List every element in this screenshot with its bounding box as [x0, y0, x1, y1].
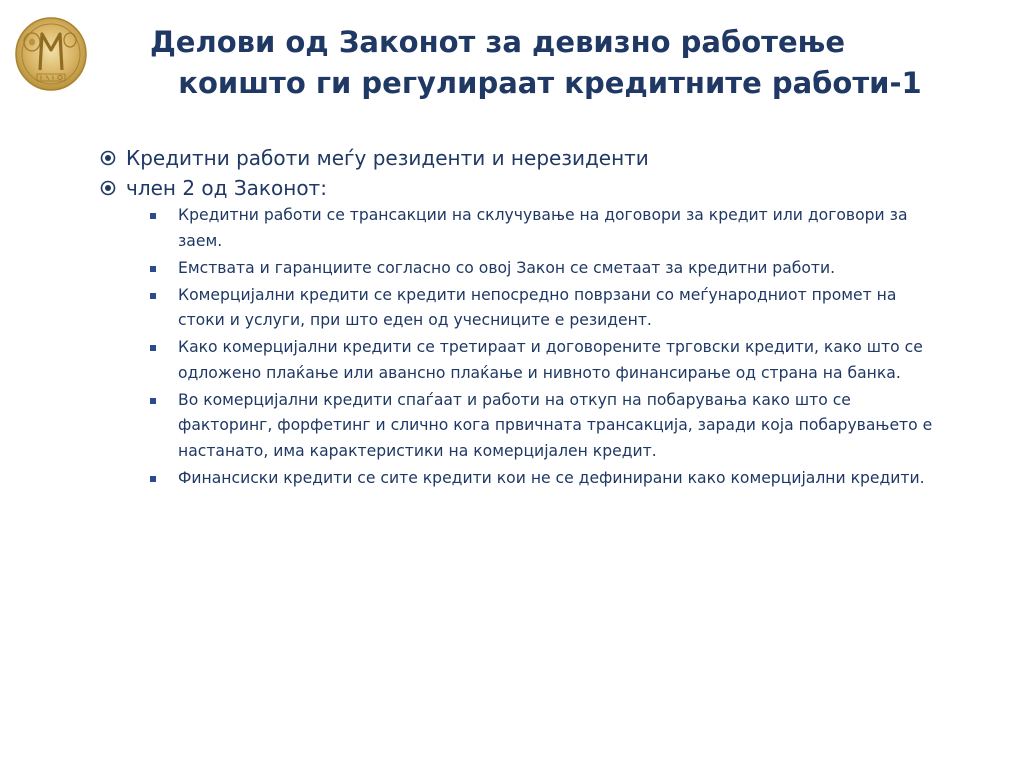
sub-bullet-item: [100, 388, 938, 465]
slide-content: [100, 143, 1000, 493]
bullet-item: [100, 173, 1000, 203]
circled-dot-icon: [100, 150, 116, 166]
square-bullet-icon: [150, 266, 156, 272]
circled-dot-icon: [100, 180, 116, 196]
sub-bullet-text: Кредитни работи се трансакции на склучување на договори за кредит или договори за заем.: [178, 206, 908, 250]
gold-coin-seal-icon: [14, 16, 88, 92]
bullet-item: [100, 143, 1000, 173]
slide-title-line-2: коишто ги регулираат кредитните работи-1: [178, 66, 922, 100]
square-bullet-icon: [150, 398, 156, 404]
logo: [14, 16, 88, 92]
sub-bullet-item: [100, 335, 938, 386]
bullet-item-text: член 2 од Законот:: [126, 176, 327, 200]
square-bullet-icon: [150, 345, 156, 351]
square-bullet-icon: [150, 213, 156, 219]
sub-bullet-text: Финансиски кредити се сите кредити кои не се дефинирани како комерцијални кредити.: [178, 468, 925, 487]
slide-title: [140, 22, 960, 104]
sub-bullet-item: [100, 203, 938, 254]
square-bullet-icon: [150, 293, 156, 299]
sub-bullet-text: Емствата и гаранциите согласно со овој Закон се сметаат за кредитни работи.: [178, 258, 836, 277]
square-bullet-icon: [150, 476, 156, 482]
sub-bullet-text: Како комерцијални кредити се третираат и договорените трговски кредити, како што се одложено плаќање или авансно плаќање и нивното финансирање од страна на банка.: [178, 338, 923, 382]
bullet-item-text: Кредитни работи меѓу резиденти и нерезиденти: [126, 146, 649, 170]
sub-bullet-item: [100, 256, 938, 282]
sub-bullet-item: [100, 283, 938, 334]
sub-bullet-list: [100, 203, 1000, 491]
sub-bullet-text: Комерцијални кредити се кредити непосредно поврзани со меѓународниот промет на стоки и услуги, при што еден од учесниците е резидент.: [178, 285, 897, 329]
sub-bullet-item: [100, 466, 938, 492]
slide-title-line-1: Делови од Законот за девизно работење: [149, 25, 846, 59]
sub-bullet-text: Во комерцијални кредити спаѓаат и работи на откуп на побарувања како што се факторинг, форфетинг и слично кога првичната трансакција, заради која побарувањето е настанато, има карактеристики на комерцијален кредит.: [178, 390, 933, 460]
